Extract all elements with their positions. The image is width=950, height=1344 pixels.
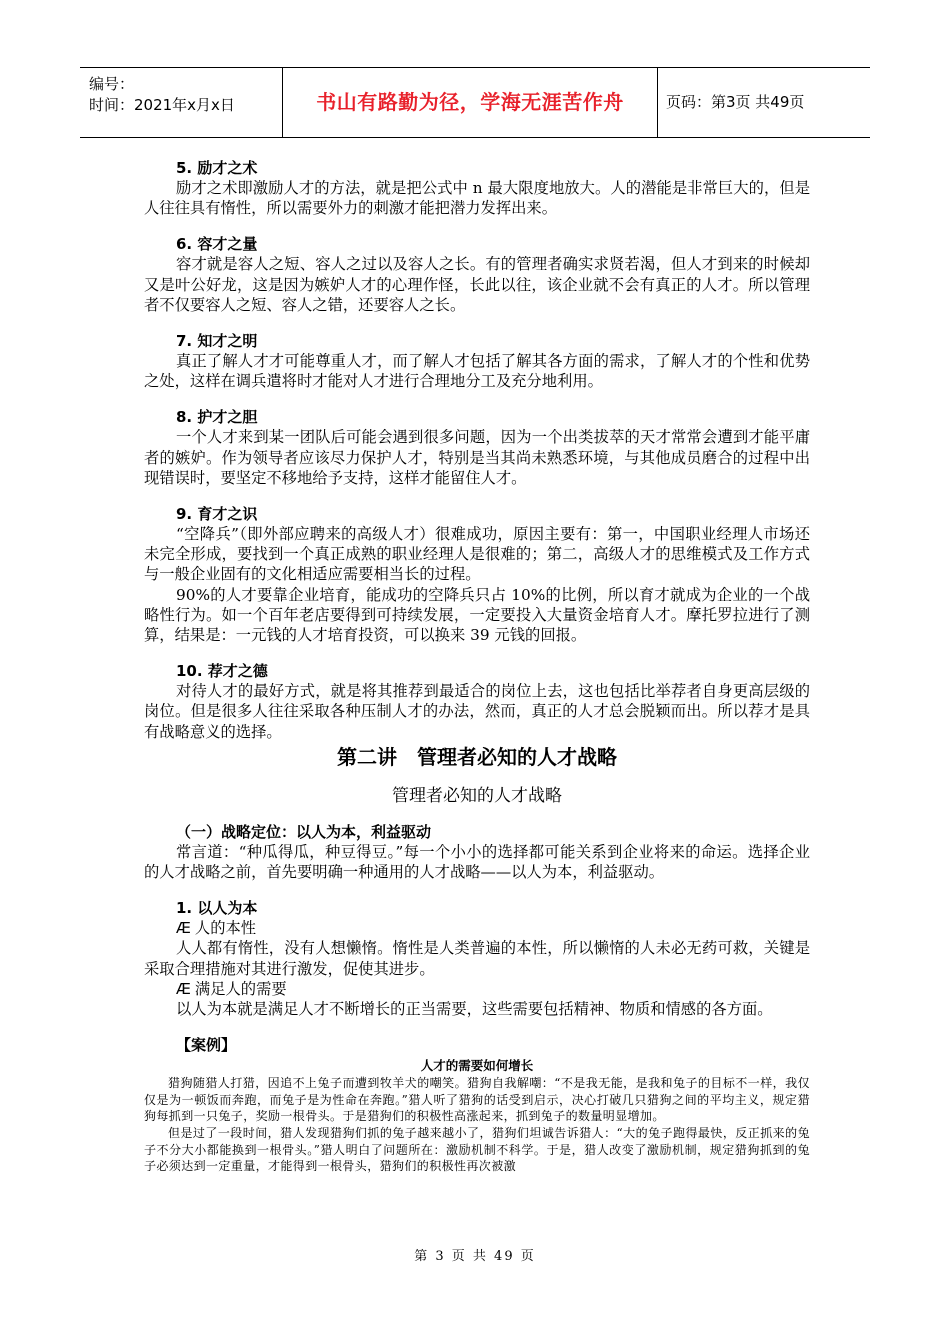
- people-first-title: 1. 以人为本: [176, 899, 258, 918]
- section-paragraph: “空降兵”（即外部应聘来的高级人才）很难成功，原因主要有：第一，中国职业经理人市场还未完全形成，要找到一个真正成熟的职业经理人是很难的；第二，高级人才的思维模式及工作方式与一般企业固有的文化相适应需要相当长的过程。: [144, 525, 810, 584]
- section-9: [144, 504, 810, 645]
- header-page-cell: [658, 68, 870, 137]
- page-header: [80, 67, 870, 138]
- section-title: 6. 容才之量: [176, 235, 258, 254]
- case-paragraph: 猎狗随猎人打猎，因追不上兔子而遭到牧羊犬的嘲笑。猎狗自我解嘲：“不是我无能，是我和兔子的目标不一样，我仅仅是为一顿饭而奔跑，而兔子是为性命在奔跑。”猎人听了猎狗的话受到启示，决心打破几只猎狗之间的平均主义，规定猎狗每抓到一只兔子，奖励一根骨头。于是猎狗们的积极性高涨起来，抓到兔子的数量明显增加。: [144, 1076, 810, 1124]
- case-tag: 【案例】: [176, 1036, 237, 1055]
- section-paragraph: 90%的人才要靠企业培育，能成功的空降兵只占 10%的比例，所以育才就成为企业的一个战略性行为。如一个百年老店要得到可持续发展，一定要投入大量资金培育人才。摩托罗拉进行了测算，结果是：一元钱的人才培育投资，可以换来 39 元钱的回报。: [144, 585, 810, 645]
- strategy-section: [144, 822, 810, 882]
- bullet-mark-icon: Æ: [176, 979, 191, 998]
- strategy-paragraph: 常言道：“种瓜得瓜，种豆得豆。”每一个小小的选择都可能关系到企业将来的命运。选择企业的人才战略之前，首先要明确一种通用的人才战略——以人为本，利益驱动。: [144, 842, 810, 882]
- header-code: 编号：: [89, 75, 135, 93]
- bullet-item: [176, 979, 810, 999]
- lecture-title: 第二讲 管理者必知的人才战略: [337, 744, 617, 769]
- section-title: 7. 知才之明: [176, 332, 258, 351]
- header-motto: 书山有路勤为径，学海无涯苦作舟: [316, 90, 624, 114]
- bullet-item: [176, 918, 810, 938]
- section-8: [144, 407, 810, 488]
- section-title: 5. 励才之术: [176, 159, 258, 177]
- bullet-text: 满足人的需要: [194, 979, 287, 998]
- section-10: [144, 661, 810, 742]
- section-7: [144, 331, 810, 391]
- page-footer: 第 3 页 共 49 页: [414, 1249, 536, 1264]
- document-body: [144, 158, 810, 1175]
- header-motto-cell: [283, 68, 658, 137]
- section-6: [144, 234, 810, 315]
- people-first-paragraph: 人人都有惰性，没有人想懒惰。惰性是人类普遍的本性，所以懒惰的人未必无药可救，关键是采取合理措施对其进行激发，促使其进步。: [144, 939, 810, 978]
- section-paragraph: 容才就是容人之短、容人之过以及容人之长。有的管理者确实求贤若渴，但人才到来的时候却又是叶公好龙，这是因为嫉妒人才的心理作怪，长此以往，该企业就不会有真正的人才。所以管理者不仅要容人之短、容人之错，还要容人之长。: [144, 255, 810, 314]
- case-title: 人才的需要如何增长: [420, 1058, 534, 1074]
- section-paragraph: 一个人才来到某一团队后可能会遇到很多问题，因为一个出类拔萃的天才常常会遭到才能平庸者的嫉妒。作为领导者应该尽力保护人才，特别是当其尚未熟悉环境，与其他成员磨合的过程中出现错误时，要坚定不移地给予支持，这样才能留住人才。: [144, 428, 810, 487]
- bullet-mark-icon: Æ: [176, 919, 191, 938]
- people-first-paragraph: 以人为本就是满足人才不断增长的正当需要，这些需要包括精神、物质和情感的各方面。: [176, 1000, 773, 1019]
- case-section: [144, 1035, 810, 1175]
- people-first-section: [144, 898, 810, 1019]
- lecture-subtitle: 管理者必知的人才战略: [392, 785, 562, 806]
- strategy-title: （一）战略定位：以人为本，利益驱动: [176, 822, 432, 841]
- header-date: 时间：2021年x月x日: [89, 96, 235, 114]
- header-meta-cell: [80, 68, 283, 137]
- section-paragraph: 真正了解人才才可能尊重人才，而了解人才包括了解其各方面的需求，了解人才的个性和优势之处，这样在调兵遣将时才能对人才进行合理地分工及充分地利用。: [144, 352, 810, 391]
- section-paragraph: 对待人才的最好方式，就是将其推荐到最适合的岗位上去，这也包括比举荐者自身更高层级的岗位。但是很多人往往采取各种压制人才的办法，然而，真正的人才总会脱颖而出。所以荐才是具有战略意义的选择。: [144, 682, 810, 741]
- case-paragraph: 但是过了一段时间，猎人发现猎狗们抓的兔子越来越小了，猎狗们坦诚告诉猎人：“大的兔子跑得最快，反正抓来的兔子不分大小都能换到一根骨头。”猎人明白了问题所在：激励机制不科学。于是，猎人改变了激励机制，规定猎狗抓到的兔子必须达到一定重量，才能得到一根骨头，猎狗们的积极性再次被激: [144, 1126, 810, 1174]
- section-paragraph: 励才之术即激励人才的方法，就是把公式中 n 最大限度地放大。人的潜能是非常巨大的，但是人往往具有惰性，所以需要外力的刺激才能把潜力发挥出来。: [144, 179, 810, 218]
- section-title: 10. 荐才之德: [176, 662, 268, 681]
- section-title: 9. 育才之识: [176, 505, 258, 524]
- header-page-info: 页码：第3页 共49页: [666, 93, 805, 111]
- bullet-text: 人的本性: [194, 919, 257, 938]
- section-5: [144, 158, 810, 218]
- section-title: 8. 护才之胆: [176, 408, 258, 427]
